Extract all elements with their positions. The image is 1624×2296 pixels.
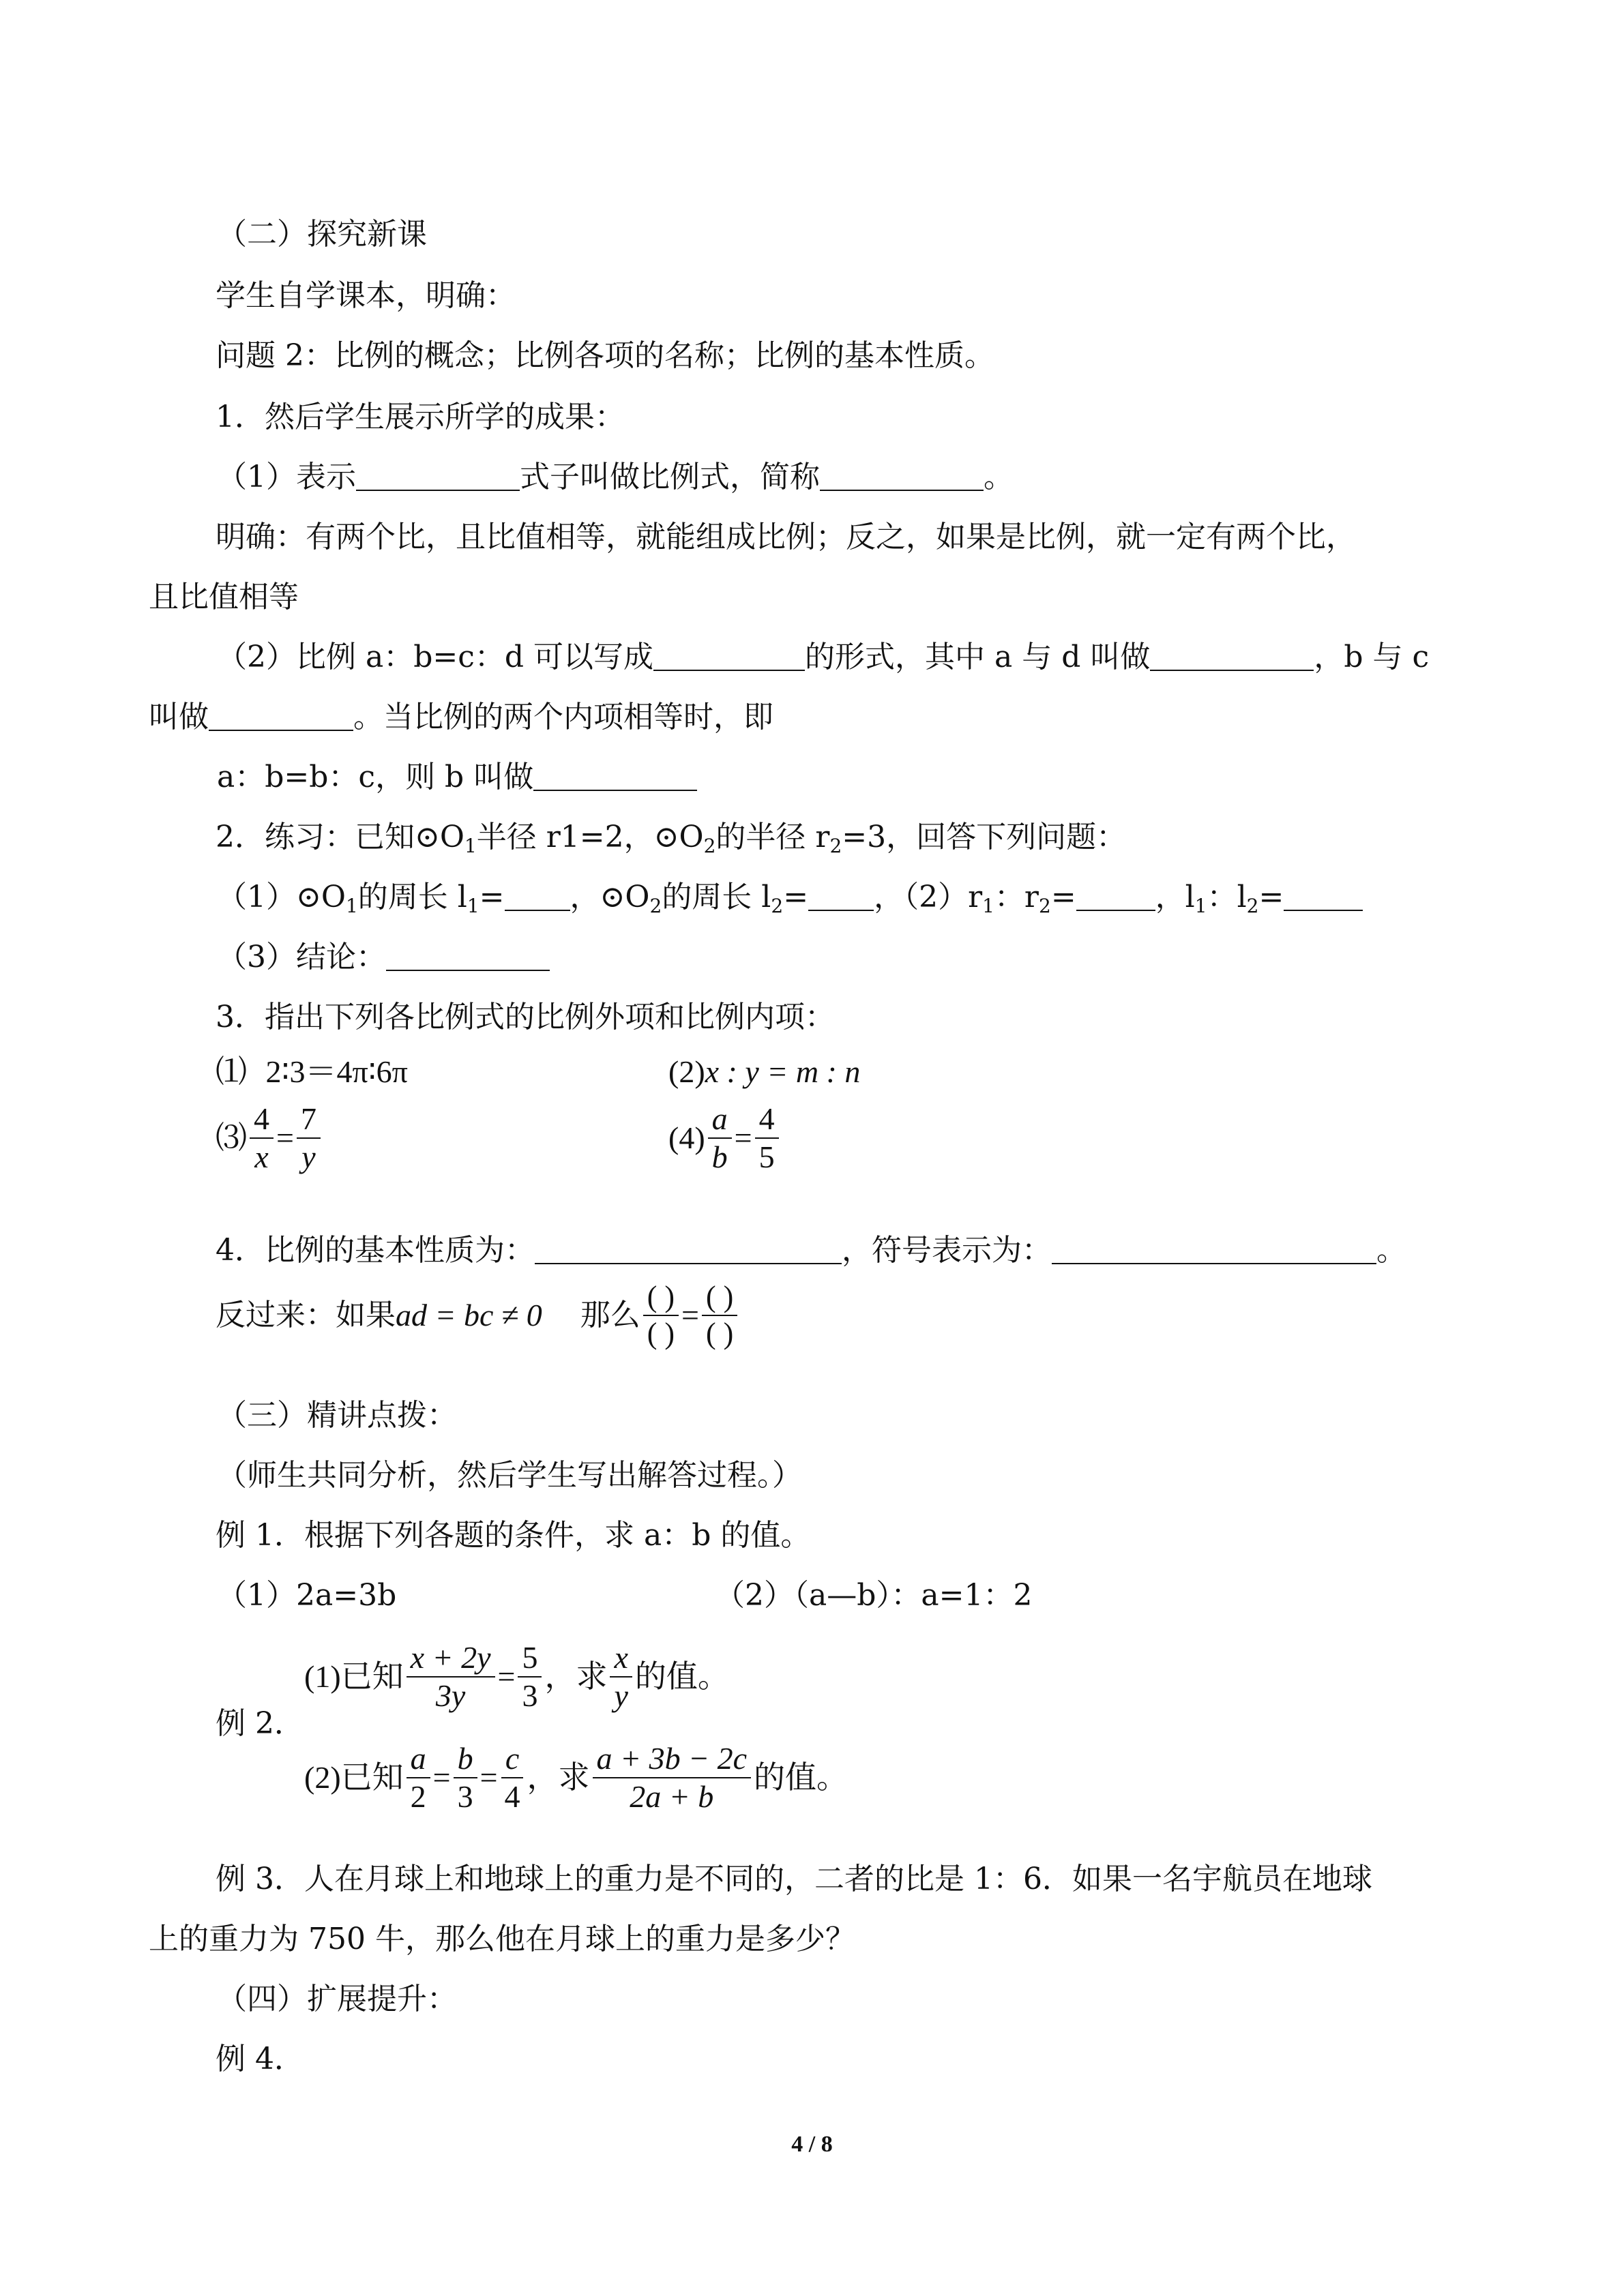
numerator: a + 3b − 2c — [593, 1743, 752, 1778]
denominator: x — [254, 1139, 269, 1174]
subscript: 2 — [1246, 895, 1259, 917]
section-2-title: （二）探究新课 — [217, 217, 427, 252]
expr: 2∶3＝4π∶6π — [265, 1054, 408, 1089]
text: 。 — [1376, 1233, 1406, 1268]
denominator: 3y — [435, 1678, 466, 1713]
denominator: 2a + b — [630, 1779, 714, 1814]
subscript: 2 — [771, 895, 784, 917]
text: （1）⊙O — [217, 880, 346, 914]
subscript: 1 — [464, 835, 477, 857]
example-2-part-1 — [304, 1642, 729, 1712]
equals: = — [479, 1760, 498, 1795]
subscript: 2 — [649, 895, 662, 917]
example-1-line: 例 1．根据下列各题的条件，求 a：b 的值。 — [216, 1518, 811, 1553]
numerator: b — [454, 1743, 477, 1778]
text: 的周长 l — [357, 880, 467, 914]
text: = — [783, 880, 809, 914]
numerator: a — [407, 1743, 430, 1778]
equals: = — [734, 1120, 752, 1155]
fill-blank[interactable] — [535, 1233, 842, 1264]
fraction — [407, 1743, 430, 1813]
example-3-line-2: 上的重力为 750 牛，那么他在月球上的重力是多少？ — [149, 1922, 855, 1956]
fraction — [755, 1103, 779, 1173]
equals: = — [497, 1659, 516, 1694]
fill-blank[interactable] — [820, 460, 984, 491]
self-study-line: 学生自学课本，明确： — [216, 278, 516, 313]
fraction — [610, 1642, 632, 1712]
text: = — [1258, 880, 1284, 914]
fraction — [250, 1103, 274, 1173]
numerator: 4 — [755, 1103, 779, 1139]
subscript: 1 — [467, 895, 479, 917]
text: = — [1050, 880, 1076, 914]
page-number: 4 / 8 — [791, 2132, 833, 2157]
denominator: 5 — [758, 1139, 775, 1174]
label: (4) — [668, 1120, 705, 1155]
text: 4．比例的基本性质为： — [216, 1233, 535, 1268]
text: ：l — [1207, 880, 1247, 914]
denominator: b — [711, 1139, 728, 1174]
fraction — [708, 1103, 732, 1173]
subscript: 2 — [703, 835, 716, 857]
text: ，⊙O — [570, 880, 650, 914]
text: a：b=b：c，则 b 叫做 — [217, 760, 534, 794]
example-4-label: 例 4． — [216, 2042, 304, 2076]
point-1-2-line-3 — [217, 758, 697, 796]
clarify-line-1: 明确：有两个比，且比值相等，就能组成比例；反之，如果是比例，就一定有两个比， — [216, 520, 1356, 554]
point-2-1-line — [217, 878, 1363, 925]
text: 式子叫做比例式，简称 — [520, 460, 820, 494]
clarify-line-2: 且比值相等 — [149, 580, 299, 614]
section-4-title: （四）扩展提升： — [217, 1982, 457, 2016]
fill-blank[interactable] — [1076, 880, 1155, 911]
denominator: 3 — [457, 1779, 473, 1814]
point-1-2-line — [217, 638, 1429, 676]
text: 的形式，其中 a 与 d 叫做 — [805, 640, 1151, 674]
text: ，b 与 c — [1314, 640, 1430, 674]
text: （2）比例 a：b=c：d 可以写成 — [217, 640, 654, 674]
fill-blank[interactable] — [1052, 1233, 1376, 1264]
text: 。 — [984, 460, 1014, 494]
converse-line — [216, 1282, 740, 1349]
numerator: c — [501, 1743, 523, 1778]
denominator: y — [301, 1139, 316, 1174]
text: 。当比例的两个内项相等时，即 — [353, 700, 773, 734]
text: 半径 r1=2，⊙O — [476, 820, 704, 854]
denominator: 4 — [504, 1779, 520, 1814]
equals: = — [681, 1298, 699, 1332]
fraction — [593, 1743, 752, 1813]
numerator: 7 — [297, 1103, 321, 1139]
equals: = — [432, 1760, 451, 1795]
denominator: 3 — [522, 1678, 538, 1713]
example-2-part-2 — [304, 1743, 848, 1813]
subscript: 1 — [345, 895, 358, 917]
text: ，（2）r — [874, 880, 983, 914]
fill-blank[interactable] — [505, 880, 570, 911]
ratio-1 — [216, 1053, 408, 1091]
equals: = — [276, 1120, 294, 1155]
question-2-line: 问题 2：比例的概念；比例各项的名称；比例的基本性质。 — [216, 338, 994, 373]
point-2-line — [216, 818, 1126, 865]
label: ⑴ — [216, 1054, 247, 1089]
text: 的半径 r — [715, 820, 830, 854]
text: =3，回答下列问题： — [842, 820, 1127, 854]
label: ⑶ — [216, 1120, 247, 1155]
fill-blank[interactable] — [356, 460, 520, 491]
fraction — [702, 1282, 737, 1349]
example-3-line-1: 例 3．人在月球上和地球上的重力是不同的，二者的比是 1：6．如果一名宇航员在地球 — [216, 1862, 1372, 1896]
numerator: x — [610, 1642, 632, 1678]
text: （3）结论： — [217, 940, 386, 974]
fraction — [518, 1642, 542, 1712]
fill-blank[interactable] — [533, 760, 697, 791]
text: = — [479, 880, 505, 914]
text: 的周长 l — [662, 880, 771, 914]
numerator: a — [708, 1103, 732, 1139]
fill-blank[interactable] — [808, 880, 874, 911]
denominator: ( ) — [647, 1317, 675, 1350]
text: 叫做 — [149, 700, 209, 734]
ratio-2 — [668, 1053, 860, 1091]
subscript: 1 — [982, 895, 994, 917]
section-3-title: （三）精讲点拨： — [217, 1398, 457, 1433]
denominator: ( ) — [705, 1317, 734, 1350]
numerator: 4 — [250, 1103, 274, 1139]
fraction — [407, 1642, 495, 1712]
subscript: 1 — [1194, 895, 1207, 917]
point-1-line: 1．然后学生展示所学的成果： — [216, 400, 625, 434]
example-2-label: 例 2． — [216, 1706, 304, 1741]
example-1-part-2: （2）（a—b）：a=1：2 — [715, 1578, 1033, 1613]
text: ，符号表示为： — [842, 1233, 1052, 1268]
denominator: 2 — [410, 1779, 426, 1814]
text: (2)已知 — [304, 1760, 404, 1795]
fraction — [454, 1743, 477, 1813]
text: ，求 — [527, 1760, 590, 1795]
text: 2．练习：已知⊙O — [216, 820, 464, 854]
condition-expr: ad = bc ≠ 0 — [396, 1298, 542, 1332]
point-1-2-line-2 — [149, 698, 773, 736]
text: ，求 — [544, 1659, 608, 1694]
text: 的值。 — [754, 1760, 848, 1795]
expr: x : y = m : n — [705, 1054, 861, 1089]
text: ，l — [1155, 880, 1195, 914]
subscript: 2 — [1038, 895, 1051, 917]
text: 的值。 — [634, 1659, 729, 1694]
fraction — [501, 1743, 525, 1813]
text: 反过来：如果 — [216, 1298, 396, 1332]
example-1-part-1: （1）2a=3b — [217, 1578, 397, 1613]
fill-blank[interactable] — [209, 700, 353, 731]
numerator: x + 2y — [407, 1642, 495, 1678]
point-4-line — [216, 1232, 1406, 1270]
numerator: ( ) — [643, 1282, 679, 1316]
text: (1)已知 — [304, 1659, 404, 1694]
text: （1）表示 — [217, 460, 356, 494]
label: (2) — [668, 1054, 705, 1089]
fill-blank[interactable] — [653, 640, 805, 671]
section-3-note: （师生共同分析，然后学生写出解答过程。） — [217, 1458, 802, 1493]
ratio-3 — [216, 1103, 323, 1173]
text: 那么 — [580, 1298, 640, 1332]
text: ：r — [994, 880, 1039, 914]
subscript: 2 — [829, 835, 842, 857]
denominator: y — [614, 1678, 628, 1713]
fraction — [643, 1282, 679, 1349]
ratio-4 — [668, 1103, 782, 1173]
fill-blank[interactable] — [1150, 640, 1314, 671]
point-2-3-line — [217, 938, 550, 976]
fill-blank[interactable] — [1284, 880, 1363, 911]
fill-blank[interactable] — [386, 940, 550, 971]
numerator: ( ) — [702, 1282, 737, 1316]
point-3-line: 3．指出下列各比例式的比例外项和比例内项： — [216, 1000, 835, 1034]
point-1-1-line — [217, 458, 1014, 496]
fraction — [297, 1103, 321, 1173]
numerator: 5 — [518, 1642, 542, 1678]
